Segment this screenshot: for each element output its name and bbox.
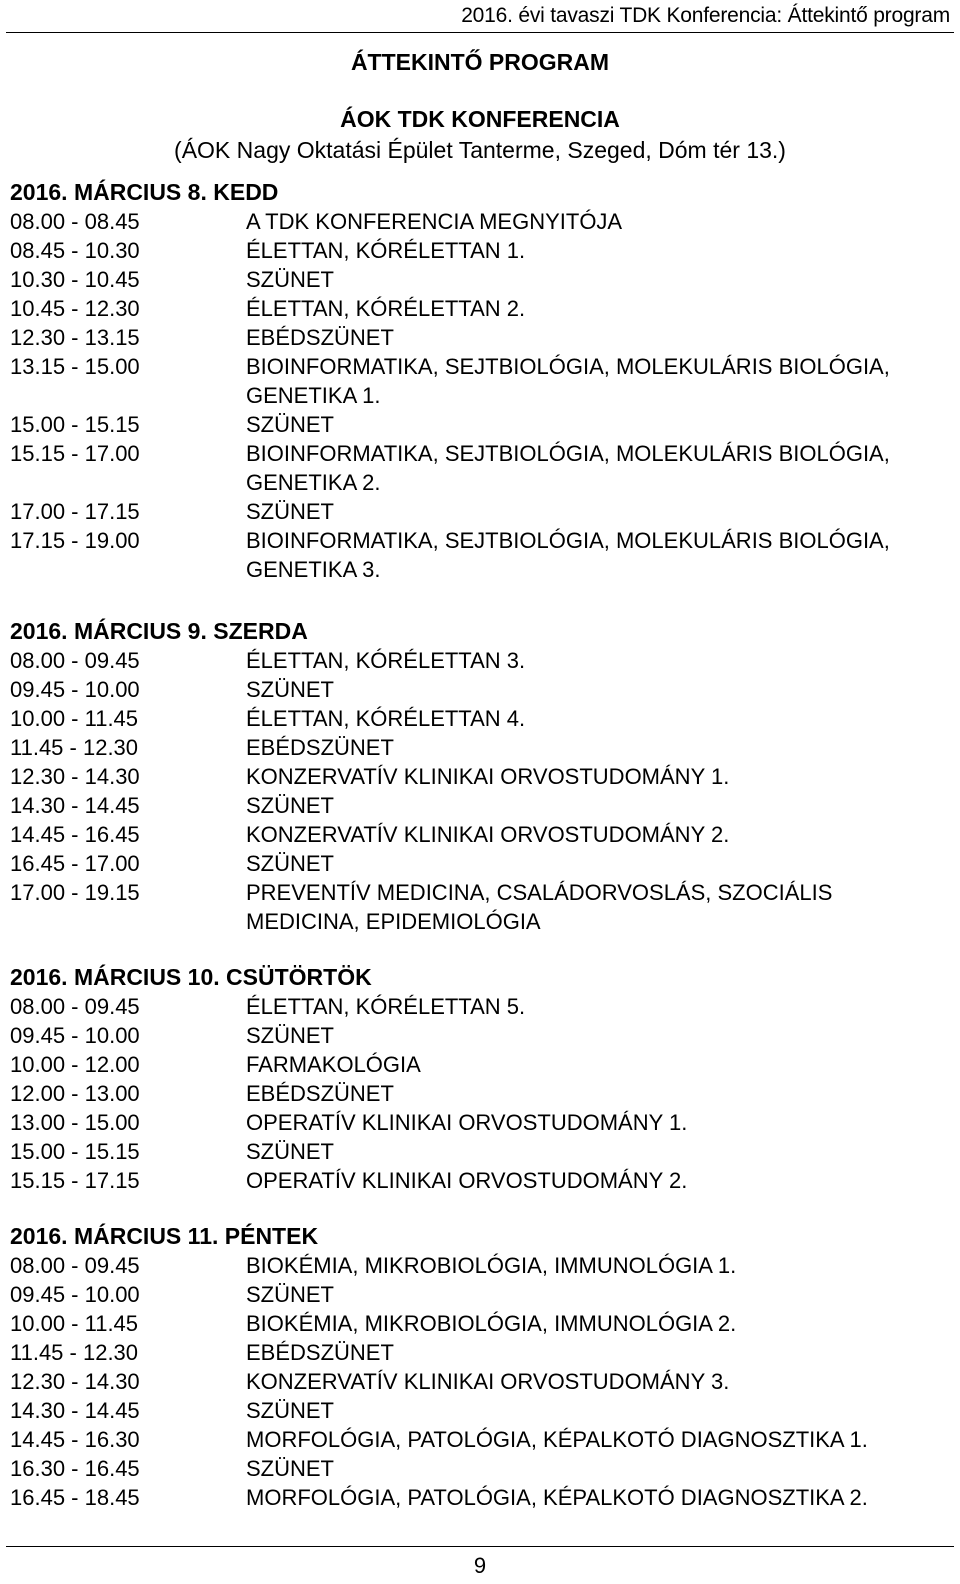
event-title: SZÜNET — [246, 1023, 334, 1048]
schedule-row — [10, 878, 950, 936]
schedule-row — [10, 1021, 950, 1050]
event-title: ÉLETTAN, KÓRÉLETTAN 3. — [246, 648, 526, 673]
event-title: ÉLETTAN, KÓRÉLETTAN 2. — [246, 296, 526, 321]
schedule-row — [10, 992, 950, 1021]
schedule-row — [10, 236, 950, 265]
event-title: OPERATÍV KLINIKAI ORVOSTUDOMÁNY 2. — [246, 1168, 688, 1193]
schedule-row — [10, 439, 950, 497]
schedule-row — [10, 410, 950, 439]
time-range: 08.45 - 10.30 — [10, 238, 140, 263]
time-range: 10.00 - 11.45 — [10, 1311, 139, 1336]
time-range: 09.45 - 10.00 — [10, 1023, 140, 1048]
time-range: 14.30 - 14.45 — [10, 1398, 140, 1423]
schedule-row — [10, 497, 950, 526]
time-range: 15.00 - 15.15 — [10, 1139, 140, 1164]
time-range: 13.15 - 15.00 — [10, 354, 140, 379]
time-range: 17.00 - 17.15 — [10, 499, 140, 524]
venue: (ÁOK Nagy Oktatási Épület Tanterme, Szeged, Dóm tér 13.) — [174, 137, 786, 163]
time-range: 12.30 - 14.30 — [10, 1369, 140, 1394]
event-title: OPERATÍV KLINIKAI ORVOSTUDOMÁNY 1. — [246, 1110, 688, 1135]
day-section-1 — [10, 178, 950, 584]
time-range: 08.00 - 09.45 — [10, 648, 140, 673]
time-range: 08.00 - 09.45 — [10, 994, 140, 1019]
schedule-row — [10, 1050, 950, 1079]
running-header: 2016. évi tavaszi TDK Konferencia: Áttekintő program — [461, 4, 950, 27]
time-range: 15.15 - 17.00 — [10, 441, 140, 466]
time-range: 10.30 - 10.45 — [10, 267, 140, 292]
event-title: A TDK KONFERENCIA MEGNYITÓJA — [246, 209, 623, 234]
schedule-row — [10, 1079, 950, 1108]
schedule-row — [10, 733, 950, 762]
time-range: 12.30 - 13.15 — [10, 325, 140, 350]
schedule-row — [10, 762, 950, 791]
event-title: BIOINFORMATIKA, SEJTBIOLÓGIA, MOLEKULÁRIS BIOLÓGIA, GENETIKA 1. — [246, 354, 890, 408]
time-range: 14.45 - 16.45 — [10, 822, 140, 847]
event-title: BIOINFORMATIKA, SEJTBIOLÓGIA, MOLEKULÁRIS BIOLÓGIA, GENETIKA 2. — [246, 441, 890, 495]
time-range: 16.45 - 18.45 — [10, 1485, 140, 1510]
event-title: ÉLETTAN, KÓRÉLETTAN 4. — [246, 706, 526, 731]
time-range: 16.45 - 17.00 — [10, 851, 140, 876]
day-section-3 — [10, 963, 950, 1195]
schedule-row — [10, 1108, 950, 1137]
schedule-row — [10, 1396, 950, 1425]
time-range: 11.45 - 12.30 — [10, 1340, 139, 1365]
conference-title: ÁOK TDK KONFERENCIA — [340, 106, 620, 132]
event-title: SZÜNET — [246, 412, 334, 437]
schedule-row — [10, 526, 950, 584]
event-title: SZÜNET — [246, 499, 334, 524]
event-title: SZÜNET — [246, 1139, 334, 1164]
event-title: KONZERVATÍV KLINIKAI ORVOSTUDOMÁNY 3. — [246, 1369, 730, 1394]
time-range: 08.00 - 08.45 — [10, 209, 140, 234]
schedule-row — [10, 1280, 950, 1309]
time-range: 14.30 - 14.45 — [10, 793, 140, 818]
schedule-row — [10, 675, 950, 704]
event-title: SZÜNET — [246, 1398, 334, 1423]
event-title: FARMAKOLÓGIA — [246, 1052, 421, 1077]
time-range: 12.00 - 13.00 — [10, 1081, 140, 1106]
schedule-row — [10, 1338, 950, 1367]
time-range: 11.45 - 12.30 — [10, 735, 139, 760]
event-title: ÉLETTAN, KÓRÉLETTAN 1. — [246, 238, 526, 263]
schedule-row — [10, 704, 950, 733]
event-title: SZÜNET — [246, 677, 334, 702]
schedule-row — [10, 265, 950, 294]
time-range: 15.00 - 15.15 — [10, 412, 140, 437]
schedule-row — [10, 1483, 950, 1512]
event-title: EBÉDSZÜNET — [246, 735, 394, 760]
schedule-row — [10, 791, 950, 820]
time-range: 12.30 - 14.30 — [10, 764, 140, 789]
schedule-row — [10, 646, 950, 675]
event-title: PREVENTÍV MEDICINA, CSALÁDORVOSLÁS, SZOCIÁLIS MEDICINA, EPIDEMIOLÓGIA — [246, 880, 833, 934]
day-section-4 — [10, 1222, 950, 1512]
time-range: 09.45 - 10.00 — [10, 677, 140, 702]
schedule-row — [10, 1454, 950, 1483]
event-title: BIOKÉMIA, MIKROBIOLÓGIA, IMMUNOLÓGIA 2. — [246, 1311, 737, 1336]
time-range: 10.00 - 12.00 — [10, 1052, 140, 1077]
event-title: SZÜNET — [246, 851, 334, 876]
time-range: 08.00 - 09.45 — [10, 1253, 140, 1278]
schedule-row — [10, 207, 950, 236]
schedule-row — [10, 820, 950, 849]
schedule-row — [10, 1137, 950, 1166]
event-title: MORFOLÓGIA, PATOLÓGIA, KÉPALKOTÓ DIAGNOSZTIKA 1. — [246, 1427, 868, 1452]
event-title: EBÉDSZÜNET — [246, 1081, 394, 1106]
header-rule — [6, 32, 954, 33]
schedule-row — [10, 1425, 950, 1454]
footer-rule — [6, 1546, 954, 1547]
schedule-row — [10, 352, 950, 410]
time-range: 10.00 - 11.45 — [10, 706, 139, 731]
time-range: 17.00 - 19.15 — [10, 880, 140, 905]
event-title: BIOKÉMIA, MIKROBIOLÓGIA, IMMUNOLÓGIA 1. — [246, 1253, 737, 1278]
time-range: 09.45 - 10.00 — [10, 1282, 140, 1307]
event-title: MORFOLÓGIA, PATOLÓGIA, KÉPALKOTÓ DIAGNOSZTIKA 2. — [246, 1485, 868, 1510]
event-title: SZÜNET — [246, 1456, 334, 1481]
event-title: KONZERVATÍV KLINIKAI ORVOSTUDOMÁNY 2. — [246, 822, 730, 847]
time-range: 13.00 - 15.00 — [10, 1110, 140, 1135]
event-title: SZÜNET — [246, 1282, 334, 1307]
schedule-row — [10, 1367, 950, 1396]
schedule-row — [10, 1166, 950, 1195]
time-range: 10.45 - 12.30 — [10, 296, 140, 321]
event-title: EBÉDSZÜNET — [246, 1340, 394, 1365]
day-heading: 2016. MÁRCIUS 8. KEDD — [10, 179, 279, 205]
page-title: ÁTTEKINTŐ PROGRAM — [350, 49, 610, 75]
schedule-row — [10, 1309, 950, 1338]
event-title: ÉLETTAN, KÓRÉLETTAN 5. — [246, 994, 526, 1019]
schedule-row — [10, 849, 950, 878]
event-title: SZÜNET — [246, 267, 334, 292]
day-heading: 2016. MÁRCIUS 9. SZERDA — [10, 618, 308, 644]
day-section-2 — [10, 617, 950, 936]
event-title: BIOINFORMATIKA, SEJTBIOLÓGIA, MOLEKULÁRIS BIOLÓGIA, GENETIKA 3. — [246, 528, 890, 582]
schedule-row — [10, 294, 950, 323]
day-heading: 2016. MÁRCIUS 10. CSÜTÖRTÖK — [10, 964, 372, 990]
page-number: 9 — [473, 1553, 487, 1578]
schedule-row — [10, 1251, 950, 1280]
time-range: 14.45 - 16.30 — [10, 1427, 140, 1452]
schedule-row — [10, 323, 950, 352]
event-title: EBÉDSZÜNET — [246, 325, 394, 350]
event-title: KONZERVATÍV KLINIKAI ORVOSTUDOMÁNY 1. — [246, 764, 730, 789]
day-heading: 2016. MÁRCIUS 11. PÉNTEK — [10, 1223, 319, 1249]
time-range: 15.15 - 17.15 — [10, 1168, 140, 1193]
time-range: 16.30 - 16.45 — [10, 1456, 140, 1481]
event-title: SZÜNET — [246, 793, 334, 818]
time-range: 17.15 - 19.00 — [10, 528, 140, 553]
